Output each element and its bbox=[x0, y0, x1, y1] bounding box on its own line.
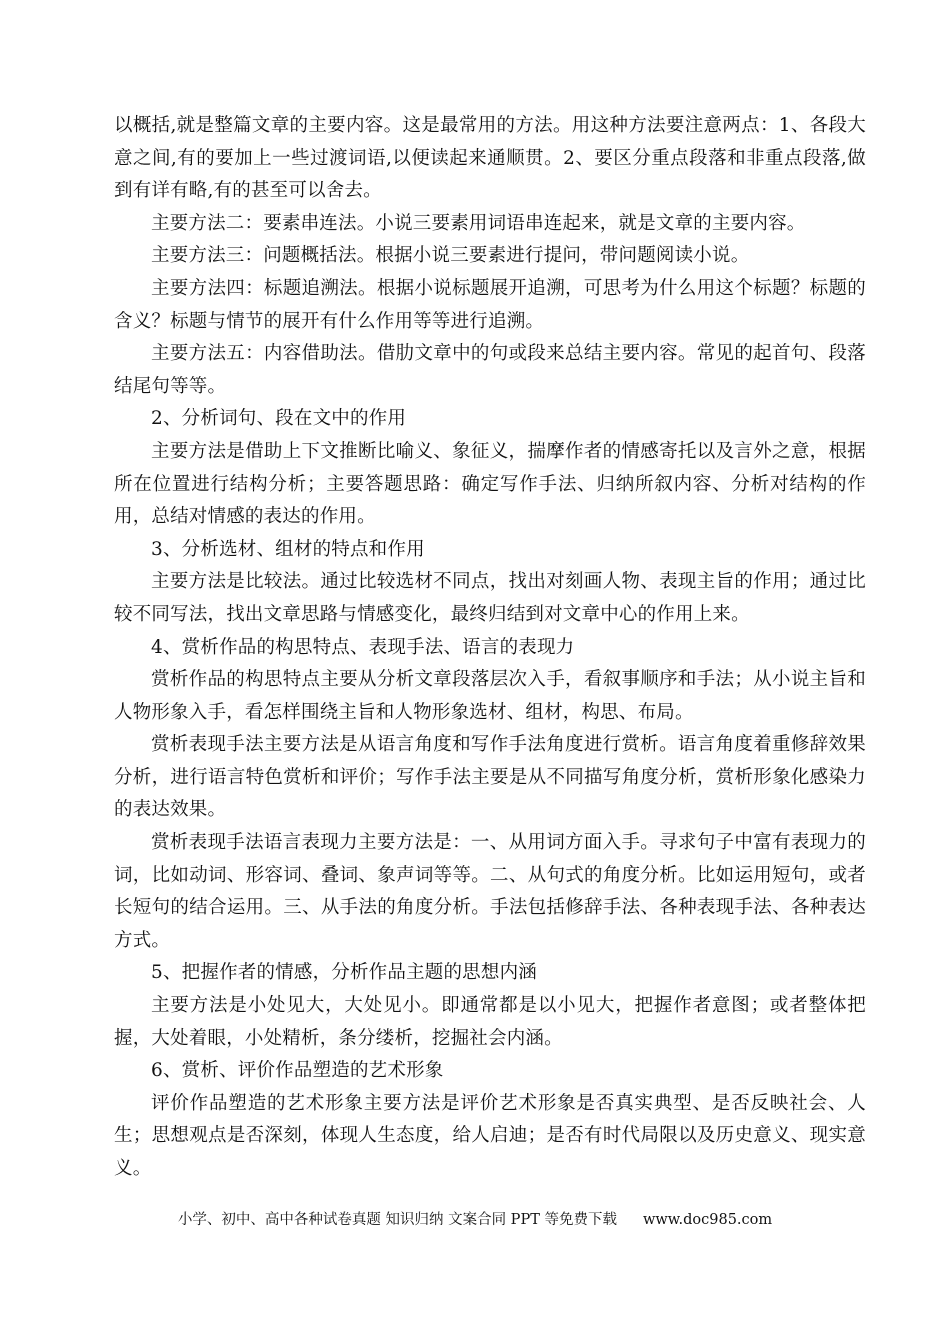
section-heading: 2、分析词句、段在文中的作用 bbox=[151, 408, 407, 430]
paragraph: 赏析作品的构思特点主要从分析文章段落层次入手，看叙事顺序和手法；从小说主旨和人物形象入手，看怎样围绕主旨和人物形象选材、组材，构思、布局。 bbox=[114, 669, 866, 723]
paragraph: 主要方法五：内容借助法。借肋文章中的句或段来总结主要内容。常见的起首句、段落结尾句等等。 bbox=[114, 343, 866, 397]
paragraph: 主要方法是小处见大，大处见小。即通常都是以小见大，把握作者意图；或者整体把握，大处着眼，小处精析，条分缕析，挖掘社会内涵。 bbox=[114, 995, 866, 1049]
section-heading: 3、分析选材、组材的特点和作用 bbox=[151, 538, 425, 560]
paragraph: 主要方法是比较法。通过比较选材不同点，找出对刻画人物、表现主旨的作用；通过比较不同写法，找出文章思路与情感变化，最终归结到对文章中心的作用上来。 bbox=[114, 571, 866, 625]
footer-text: 小学、初中、高中各种试卷真题 知识归纳 文案合同 PPT 等免费下载 bbox=[177, 1212, 617, 1228]
section-heading: 6、赏析、评价作品塑造的艺术形象 bbox=[151, 1060, 444, 1082]
paragraph: 主要方法是借助上下文推断比喻义、象征义，揣摩作者的情感寄托以及言外之意，根据所在位置进行结构分析；主要答题思路：确定写作手法、归纳所叙内容、分析对结构的作用，总结对情感的表达的作用。 bbox=[114, 440, 866, 528]
paragraph: 主要方法二：要素串连法。小说三要素用词语串连起来，就是文章的主要内容。 bbox=[151, 212, 806, 234]
paragraph: 以概括,就是整篇文章的主要内容。这是最常用的方法。用这种方法要注意两点：1、各段大意之间,有的要加上一些过渡词语,以便读起来通顺贯。2、要区分重点段落和非重点段落,做到有详有略,有的甚至可以舍去。 bbox=[114, 115, 866, 202]
section-heading: 4、赏析作品的构思特点、表现手法、语言的表现力 bbox=[151, 636, 575, 658]
footer-site-link[interactable]: www.doc985.com bbox=[642, 1212, 773, 1228]
section-heading: 5、把握作者的情感，分析作品主题的思想内涵 bbox=[151, 962, 537, 984]
paragraph: 赏析表现手法主要方法是从语言角度和写作手法角度进行赏析。语言角度着重修辞效果分析，进行语言特色赏析和评价；写作手法主要是从不同描写角度分析，赏析形象化感染力的表达效果。 bbox=[114, 734, 866, 821]
paragraph: 赏析表现手法语言表现力主要方法是：一、从用词方面入手。寻求句子中富有表现力的词，比如动词、形容词、叠词、象声词等等。二、从句式的角度分析。比如运用短句，或者长短句的结合运用。三、从手法的角度分析。手法包括修辞手法、各种表现手法、各种表达方式。 bbox=[114, 832, 866, 951]
paragraph: 主要方法三：问题概括法。根据小说三要素进行提问，带问题阅读小说。 bbox=[151, 245, 750, 267]
document-body bbox=[114, 110, 866, 1186]
paragraph: 主要方法四：标题追溯法。根据小说标题展开追溯，可思考为什么用这个标题？标题的含义？标题与情节的展开有什么作用等等进行追溯。 bbox=[114, 277, 866, 332]
page-footer bbox=[0, 1208, 950, 1229]
paragraph: 评价作品塑造的艺术形象主要方法是评价艺术形象是否真实典型、是否反映社会、人生；思想观点是否深刻，体现人生态度，给人启迪；是否有时代局限以及历史意义、现实意义。 bbox=[114, 1092, 866, 1179]
